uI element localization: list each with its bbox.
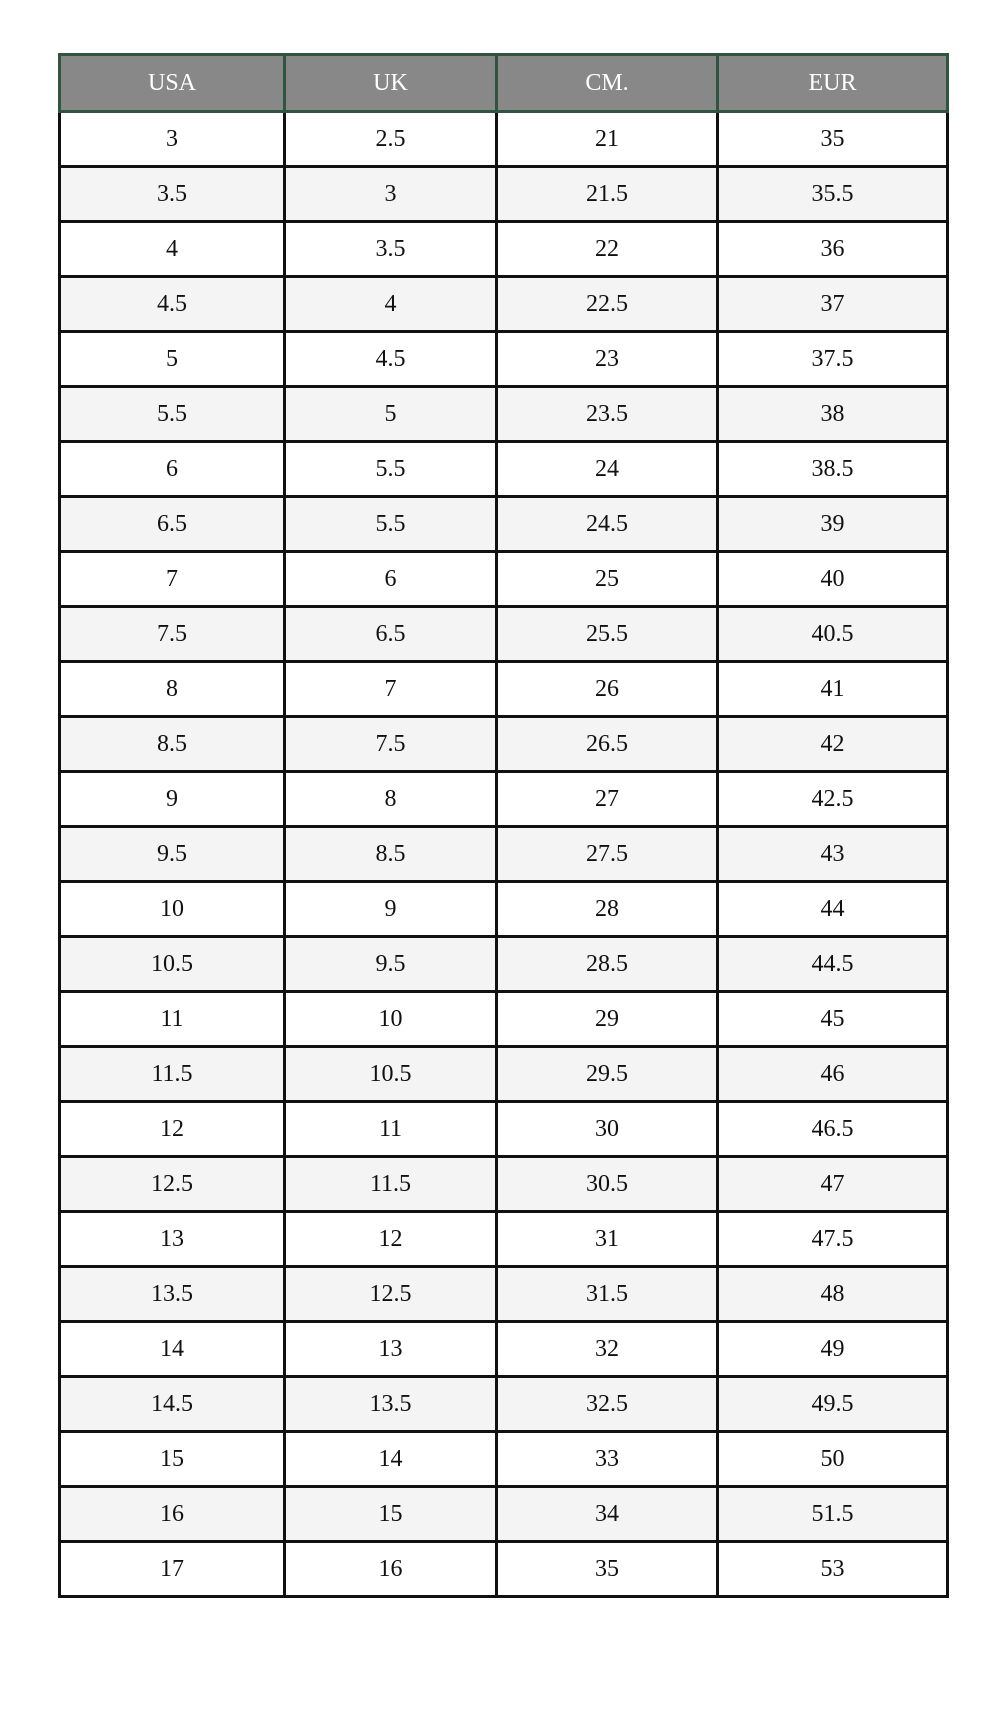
cell-cm: 27.5 [497,827,718,882]
cell-usa: 10 [60,882,285,937]
cell-usa: 3.5 [60,167,285,222]
cell-eur: 53 [718,1542,948,1597]
table-row [60,607,948,662]
cell-eur: 51.5 [718,1487,948,1542]
cell-eur: 47.5 [718,1212,948,1267]
table-row [60,1157,948,1212]
cell-uk: 3 [285,167,497,222]
cell-usa: 9 [60,772,285,827]
cell-cm: 28.5 [497,937,718,992]
cell-uk: 16 [285,1542,497,1597]
header-eur: EUR [718,55,948,112]
cell-usa: 6.5 [60,497,285,552]
cell-usa: 17 [60,1542,285,1597]
header-usa: USA [60,55,285,112]
table-row [60,332,948,387]
table-row [60,937,948,992]
cell-uk: 13.5 [285,1377,497,1432]
cell-cm: 32.5 [497,1377,718,1432]
cell-usa: 16 [60,1487,285,1542]
cell-uk: 15 [285,1487,497,1542]
cell-cm: 27 [497,772,718,827]
cell-cm: 31.5 [497,1267,718,1322]
table-row [60,277,948,332]
table-row [60,1542,948,1597]
table-row [60,442,948,497]
table-row [60,552,948,607]
cell-uk: 5.5 [285,497,497,552]
header-cm: CM. [497,55,718,112]
cell-uk: 14 [285,1432,497,1487]
cell-eur: 38 [718,387,948,442]
header-row [60,55,948,112]
cell-eur: 43 [718,827,948,882]
cell-usa: 14.5 [60,1377,285,1432]
size-conversion-table [58,53,949,1598]
cell-eur: 49.5 [718,1377,948,1432]
cell-usa: 13 [60,1212,285,1267]
cell-uk: 7 [285,662,497,717]
cell-cm: 21.5 [497,167,718,222]
cell-uk: 8 [285,772,497,827]
cell-usa: 10.5 [60,937,285,992]
cell-uk: 11 [285,1102,497,1157]
cell-eur: 40.5 [718,607,948,662]
cell-eur: 36 [718,222,948,277]
cell-usa: 7.5 [60,607,285,662]
cell-eur: 37 [718,277,948,332]
cell-eur: 46 [718,1047,948,1102]
table-row [60,1212,948,1267]
cell-usa: 3 [60,112,285,167]
cell-uk: 4.5 [285,332,497,387]
cell-usa: 11.5 [60,1047,285,1102]
cell-uk: 3.5 [285,222,497,277]
header-uk: UK [285,55,497,112]
cell-usa: 4.5 [60,277,285,332]
cell-usa: 11 [60,992,285,1047]
cell-eur: 37.5 [718,332,948,387]
table-row [60,717,948,772]
cell-usa: 15 [60,1432,285,1487]
table-row [60,112,948,167]
cell-cm: 29 [497,992,718,1047]
cell-uk: 6.5 [285,607,497,662]
cell-cm: 26.5 [497,717,718,772]
cell-usa: 8.5 [60,717,285,772]
table-row [60,1102,948,1157]
cell-uk: 10.5 [285,1047,497,1102]
cell-cm: 30 [497,1102,718,1157]
cell-usa: 6 [60,442,285,497]
table-row [60,882,948,937]
cell-eur: 42 [718,717,948,772]
cell-eur: 42.5 [718,772,948,827]
table-row [60,827,948,882]
cell-uk: 6 [285,552,497,607]
cell-usa: 13.5 [60,1267,285,1322]
cell-cm: 29.5 [497,1047,718,1102]
cell-cm: 25.5 [497,607,718,662]
table-row [60,662,948,717]
cell-cm: 33 [497,1432,718,1487]
table-row [60,1047,948,1102]
cell-uk: 9 [285,882,497,937]
cell-uk: 13 [285,1322,497,1377]
cell-eur: 40 [718,552,948,607]
cell-eur: 41 [718,662,948,717]
cell-usa: 5.5 [60,387,285,442]
cell-cm: 26 [497,662,718,717]
cell-cm: 22 [497,222,718,277]
cell-eur: 50 [718,1432,948,1487]
cell-usa: 9.5 [60,827,285,882]
cell-cm: 30.5 [497,1157,718,1212]
cell-uk: 11.5 [285,1157,497,1212]
table-row [60,1487,948,1542]
cell-eur: 44.5 [718,937,948,992]
table-body [60,112,948,1597]
cell-uk: 9.5 [285,937,497,992]
table-row [60,222,948,277]
cell-usa: 4 [60,222,285,277]
table-row [60,1267,948,1322]
table-row [60,1377,948,1432]
cell-usa: 8 [60,662,285,717]
table-row [60,992,948,1047]
table-row [60,772,948,827]
cell-cm: 24 [497,442,718,497]
cell-usa: 12 [60,1102,285,1157]
cell-cm: 35 [497,1542,718,1597]
cell-eur: 44 [718,882,948,937]
cell-cm: 24.5 [497,497,718,552]
cell-eur: 45 [718,992,948,1047]
table-row [60,1322,948,1377]
cell-uk: 5.5 [285,442,497,497]
cell-usa: 5 [60,332,285,387]
cell-eur: 35.5 [718,167,948,222]
cell-cm: 32 [497,1322,718,1377]
cell-eur: 46.5 [718,1102,948,1157]
cell-eur: 49 [718,1322,948,1377]
cell-eur: 38.5 [718,442,948,497]
cell-uk: 8.5 [285,827,497,882]
cell-cm: 31 [497,1212,718,1267]
cell-uk: 12.5 [285,1267,497,1322]
cell-eur: 47 [718,1157,948,1212]
table-row [60,167,948,222]
cell-usa: 14 [60,1322,285,1377]
cell-cm: 23 [497,332,718,387]
cell-eur: 39 [718,497,948,552]
cell-cm: 28 [497,882,718,937]
cell-uk: 4 [285,277,497,332]
table-row [60,387,948,442]
table-row [60,497,948,552]
table-header [60,55,948,112]
cell-cm: 22.5 [497,277,718,332]
cell-uk: 2.5 [285,112,497,167]
cell-usa: 7 [60,552,285,607]
cell-cm: 21 [497,112,718,167]
cell-uk: 5 [285,387,497,442]
cell-uk: 7.5 [285,717,497,772]
cell-cm: 23.5 [497,387,718,442]
cell-eur: 35 [718,112,948,167]
table-row [60,1432,948,1487]
cell-cm: 25 [497,552,718,607]
cell-usa: 12.5 [60,1157,285,1212]
cell-uk: 10 [285,992,497,1047]
cell-cm: 34 [497,1487,718,1542]
cell-uk: 12 [285,1212,497,1267]
cell-eur: 48 [718,1267,948,1322]
